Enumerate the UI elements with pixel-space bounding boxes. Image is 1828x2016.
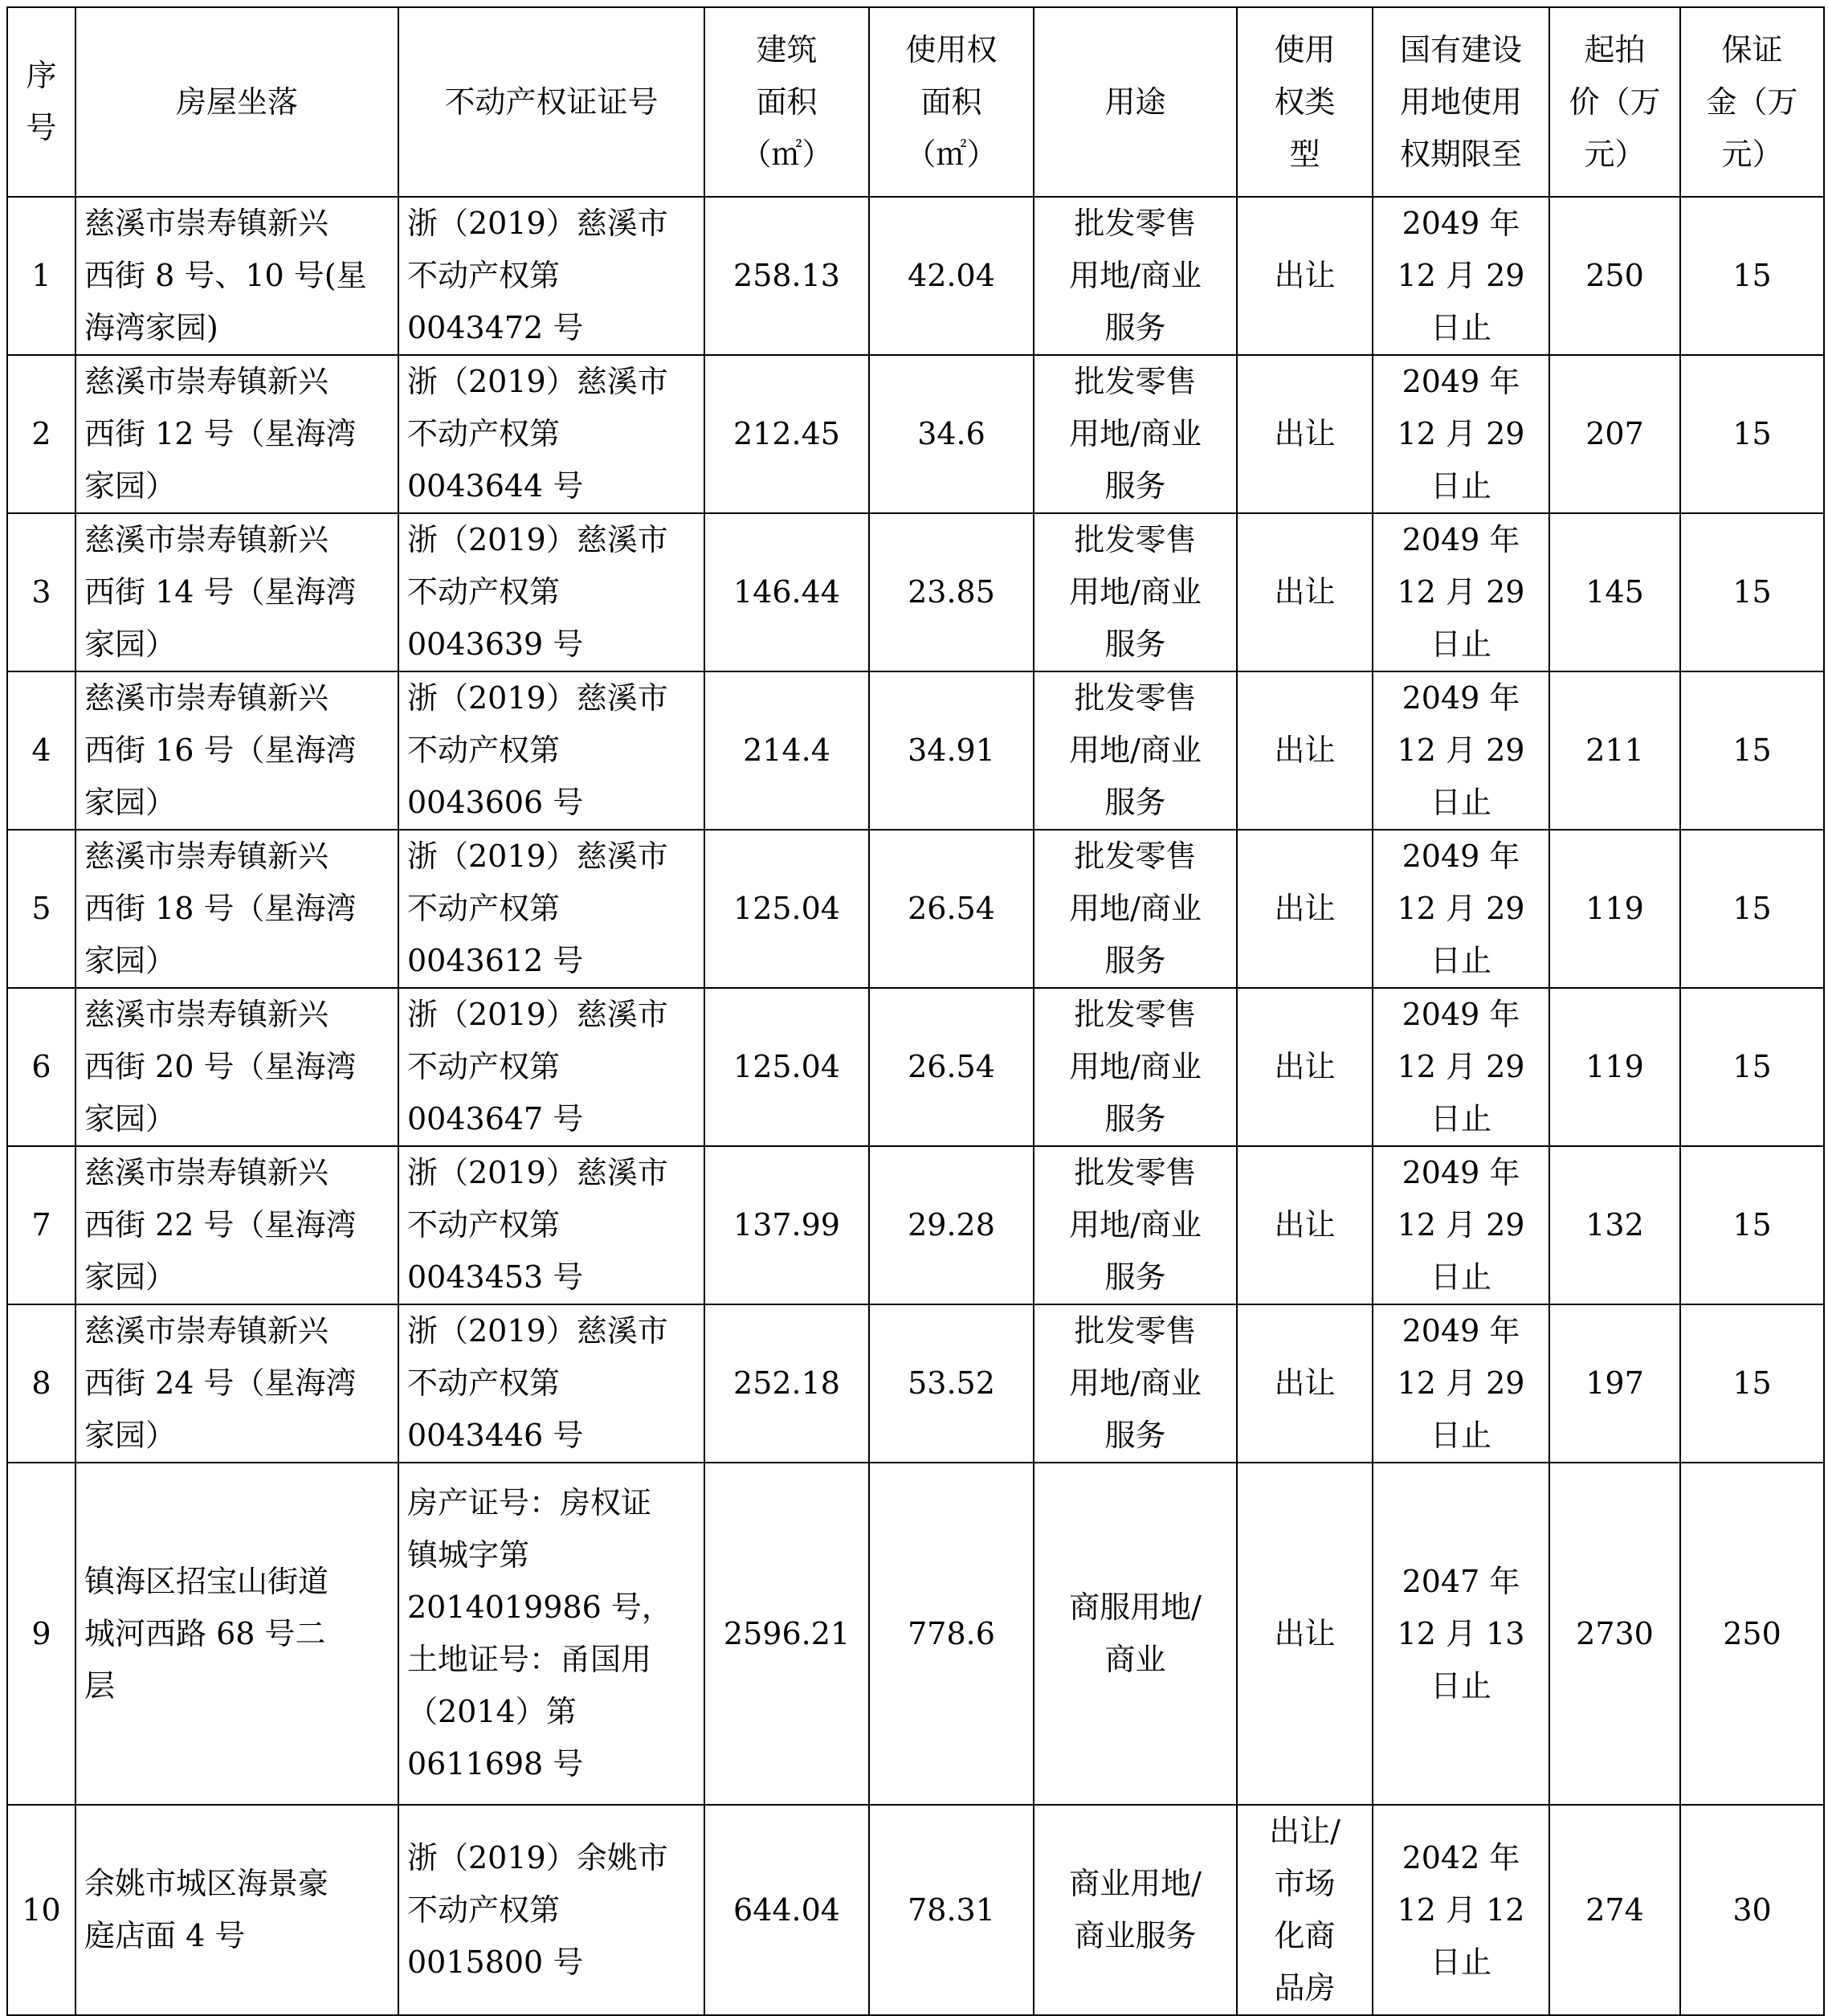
cell-purpose xyxy=(1034,355,1237,513)
header-start-price xyxy=(1549,7,1680,197)
cell-start-price: 132 xyxy=(1549,1146,1680,1304)
table-row xyxy=(7,1805,1824,2015)
text-line: 慈溪市崇寿镇新兴 xyxy=(84,997,329,1032)
text-line: 家园） xyxy=(84,943,177,978)
text-line: 0043644 号 xyxy=(407,468,584,504)
property-auction-table xyxy=(6,6,1825,2016)
cell-certificate xyxy=(398,1805,704,2015)
text-line: 不动产权第 xyxy=(407,733,561,768)
text-line: 镇海区招宝山街道 xyxy=(84,1563,329,1599)
text-line: 用地/商业 xyxy=(1069,416,1202,451)
text-line: 12 月 29 xyxy=(1397,1207,1525,1243)
cell-building-area: 2596.21 xyxy=(704,1463,869,1805)
text-line: 浙（2019）慈溪市 xyxy=(407,1155,668,1190)
text-line: 0043639 号 xyxy=(407,626,584,662)
cell-location xyxy=(75,513,398,671)
text-line: （㎡） xyxy=(905,136,998,172)
table-row xyxy=(7,197,1824,355)
cell-purpose xyxy=(1034,1463,1237,1805)
cell-term xyxy=(1373,671,1549,830)
text-line: 品房 xyxy=(1274,1970,1336,2006)
text-line: 不动产权第 xyxy=(407,1049,561,1084)
text-line: 12 月 29 xyxy=(1397,1049,1525,1084)
text-line: 2049 年 xyxy=(1402,522,1520,557)
cell-location xyxy=(75,1463,398,1805)
table-row xyxy=(7,671,1824,830)
cell-start-price: 119 xyxy=(1549,988,1680,1146)
text-line: 价（万 xyxy=(1569,84,1661,120)
cell-term xyxy=(1373,1805,1549,2015)
text-line: 家园） xyxy=(84,1101,177,1137)
table-row xyxy=(7,1463,1824,1805)
cell-use-right-area: 78.31 xyxy=(869,1805,1034,2015)
text-line: 12 月 12 xyxy=(1397,1892,1525,1928)
text-line: 12 月 29 xyxy=(1397,258,1525,293)
text-line: 服务 xyxy=(1104,468,1166,504)
text-line: 慈溪市崇寿镇新兴 xyxy=(84,522,329,557)
text-line: 日止 xyxy=(1430,1418,1491,1453)
text-line: 批发零售 xyxy=(1074,997,1197,1032)
text-line: 城河西路 68 号二 xyxy=(84,1615,326,1651)
cell-term xyxy=(1373,197,1549,355)
text-line: 0015800 号 xyxy=(407,1944,584,1980)
text-line: 商业用地/ xyxy=(1069,1866,1202,1901)
text-line: 0043612 号 xyxy=(407,943,584,978)
text-line: 批发零售 xyxy=(1074,680,1197,716)
text-line: 2049 年 xyxy=(1402,680,1520,716)
cell-deposit: 15 xyxy=(1680,988,1824,1146)
text-line: 西街 16 号（星海湾 xyxy=(84,733,357,768)
text-line: 用地/商业 xyxy=(1069,258,1202,293)
text-line: 镇城字第 xyxy=(407,1537,530,1573)
text-line: 不动产权第 xyxy=(407,416,561,451)
cell-start-price: 145 xyxy=(1549,513,1680,671)
cell-use-right-area: 42.04 xyxy=(869,197,1034,355)
cell-building-area: 252.18 xyxy=(704,1304,869,1463)
text-line: 型 xyxy=(1289,136,1320,172)
text-line: 日止 xyxy=(1430,1101,1491,1137)
cell-building-area: 212.45 xyxy=(704,355,869,513)
text-line: 权类 xyxy=(1274,84,1336,120)
cell-purpose xyxy=(1034,1805,1237,2015)
table-row xyxy=(7,355,1824,513)
table-body xyxy=(7,197,1824,2015)
text-line: 起拍 xyxy=(1584,31,1646,67)
text-line: 慈溪市崇寿镇新兴 xyxy=(84,1155,329,1190)
text-line: 用途 xyxy=(1104,84,1166,120)
text-line: 不动产权第 xyxy=(407,891,561,926)
cell-use-right-area: 34.91 xyxy=(869,671,1034,830)
text-line: 出让 xyxy=(1274,891,1336,926)
cell-start-price: 119 xyxy=(1549,830,1680,988)
cell-purpose xyxy=(1034,671,1237,830)
text-line: 2049 年 xyxy=(1402,1155,1520,1190)
text-line: 服务 xyxy=(1104,1101,1166,1137)
cell-right-type xyxy=(1237,1805,1373,2015)
text-line: 浙（2019）慈溪市 xyxy=(407,522,668,557)
cell-certificate xyxy=(398,1463,704,1805)
cell-term xyxy=(1373,830,1549,988)
table-row xyxy=(7,1146,1824,1304)
text-line: 面积 xyxy=(756,84,818,120)
text-line: 西街 20 号（星海湾 xyxy=(84,1049,357,1084)
text-line: 出让 xyxy=(1274,416,1336,451)
text-line: 海湾家园) xyxy=(84,310,218,345)
text-line: 浙（2019）余姚市 xyxy=(407,1839,668,1875)
cell-certificate xyxy=(398,1146,704,1304)
text-line: 浙（2019）慈溪市 xyxy=(407,997,668,1032)
text-line: 2049 年 xyxy=(1402,206,1520,241)
text-line: 批发零售 xyxy=(1074,1155,1197,1190)
text-line: 日止 xyxy=(1430,1944,1491,1980)
cell-use-right-area: 778.6 xyxy=(869,1463,1034,1805)
cell-building-area: 125.04 xyxy=(704,988,869,1146)
text-line: 12 月 29 xyxy=(1397,574,1525,610)
text-line: 出让 xyxy=(1274,1049,1336,1084)
cell-building-area: 137.99 xyxy=(704,1146,869,1304)
cell-right-type xyxy=(1237,1463,1373,1805)
text-line: 用地使用 xyxy=(1399,84,1522,120)
cell-seq: 2 xyxy=(7,355,75,513)
cell-deposit: 15 xyxy=(1680,197,1824,355)
text-line: 元） xyxy=(1584,136,1646,172)
text-line: 用地/商业 xyxy=(1069,1207,1202,1243)
text-line: 慈溪市崇寿镇新兴 xyxy=(84,1313,329,1349)
cell-deposit: 15 xyxy=(1680,1304,1824,1463)
text-line: 家园） xyxy=(84,785,177,820)
cell-certificate xyxy=(398,355,704,513)
text-line: 使用权 xyxy=(905,31,998,67)
text-line: 出让 xyxy=(1274,1365,1336,1401)
text-line: 日止 xyxy=(1430,626,1491,662)
text-line: 国有建设 xyxy=(1399,31,1522,67)
text-line: 12 月 13 xyxy=(1397,1615,1525,1651)
header-certificate xyxy=(398,7,704,197)
text-line: 12 月 29 xyxy=(1397,733,1525,768)
cell-right-type xyxy=(1237,1304,1373,1463)
text-line: 服务 xyxy=(1104,943,1166,978)
cell-use-right-area: 53.52 xyxy=(869,1304,1034,1463)
text-line: 不动产权第 xyxy=(407,1207,561,1243)
text-line: 使用 xyxy=(1274,31,1336,67)
text-line: 批发零售 xyxy=(1074,839,1197,874)
cell-location xyxy=(75,1805,398,2015)
text-line: 房屋坐落 xyxy=(175,84,298,120)
header-seq xyxy=(7,7,75,197)
cell-seq: 7 xyxy=(7,1146,75,1304)
table-row xyxy=(7,513,1824,671)
text-line: 用地/商业 xyxy=(1069,1365,1202,1401)
text-line: 批发零售 xyxy=(1074,364,1197,399)
text-line: 2014019986 号， xyxy=(407,1590,672,1625)
text-line: 家园） xyxy=(84,468,177,504)
cell-seq: 6 xyxy=(7,988,75,1146)
text-line: 不动产权证证号 xyxy=(444,84,659,120)
cell-purpose xyxy=(1034,1146,1237,1304)
text-line: 余姚市城区海景豪 xyxy=(84,1866,329,1901)
text-line: 号 xyxy=(26,110,57,145)
cell-purpose xyxy=(1034,830,1237,988)
text-line: 慈溪市崇寿镇新兴 xyxy=(84,839,329,874)
text-line: 12 月 29 xyxy=(1397,416,1525,451)
cell-location xyxy=(75,988,398,1146)
table-header-row xyxy=(7,7,1824,197)
text-line: 金（万 xyxy=(1706,84,1798,120)
cell-right-type xyxy=(1237,988,1373,1146)
text-line: 用地/商业 xyxy=(1069,574,1202,610)
cell-term xyxy=(1373,988,1549,1146)
text-line: 西街 14 号（星海湾 xyxy=(84,574,357,610)
text-line: 出让 xyxy=(1274,574,1336,610)
cell-purpose xyxy=(1034,197,1237,355)
cell-start-price: 211 xyxy=(1549,671,1680,830)
text-line: 日止 xyxy=(1430,943,1491,978)
cell-use-right-area: 29.28 xyxy=(869,1146,1034,1304)
cell-term xyxy=(1373,355,1549,513)
cell-deposit: 15 xyxy=(1680,513,1824,671)
cell-term xyxy=(1373,513,1549,671)
text-line: 浙（2019）慈溪市 xyxy=(407,1313,668,1349)
text-line: 序 xyxy=(26,58,57,93)
cell-deposit: 30 xyxy=(1680,1805,1824,2015)
cell-right-type xyxy=(1237,1146,1373,1304)
cell-right-type xyxy=(1237,830,1373,988)
cell-seq: 4 xyxy=(7,671,75,830)
text-line: 0043446 号 xyxy=(407,1418,584,1453)
text-line: 用地/商业 xyxy=(1069,733,1202,768)
text-line: 日止 xyxy=(1430,1259,1491,1295)
text-line: 房产证号：房权证 xyxy=(407,1485,652,1520)
cell-seq: 3 xyxy=(7,513,75,671)
text-line: 西街 22 号（星海湾 xyxy=(84,1207,357,1243)
header-deposit xyxy=(1680,7,1824,197)
text-line: 0043453 号 xyxy=(407,1259,584,1295)
text-line: 慈溪市崇寿镇新兴 xyxy=(84,680,329,716)
cell-certificate xyxy=(398,197,704,355)
cell-term xyxy=(1373,1463,1549,1805)
text-line: 西街 24 号（星海湾 xyxy=(84,1365,357,1401)
table-row xyxy=(7,830,1824,988)
text-line: 2049 年 xyxy=(1402,364,1520,399)
cell-certificate xyxy=(398,1304,704,1463)
cell-building-area: 125.04 xyxy=(704,830,869,988)
text-line: 西街 8 号、10 号(星 xyxy=(84,258,367,293)
cell-location xyxy=(75,355,398,513)
text-line: 保证 xyxy=(1721,31,1783,67)
text-line: 服务 xyxy=(1104,626,1166,662)
cell-certificate xyxy=(398,830,704,988)
header-location xyxy=(75,7,398,197)
text-line: 不动产权第 xyxy=(407,258,561,293)
text-line: 浙（2019）慈溪市 xyxy=(407,364,668,399)
cell-purpose xyxy=(1034,988,1237,1146)
text-line: 层 xyxy=(84,1667,116,1704)
cell-seq: 5 xyxy=(7,830,75,988)
cell-location xyxy=(75,1304,398,1463)
text-line: 0611698 号 xyxy=(407,1746,584,1781)
text-line: 慈溪市崇寿镇新兴 xyxy=(84,206,329,241)
text-line: 商业服务 xyxy=(1074,1918,1197,1953)
text-line: 面积 xyxy=(920,84,982,120)
cell-certificate xyxy=(398,988,704,1146)
cell-deposit: 15 xyxy=(1680,671,1824,830)
text-line: 日止 xyxy=(1430,785,1491,820)
text-line: 出让 xyxy=(1274,1207,1336,1243)
cell-certificate xyxy=(398,513,704,671)
cell-purpose xyxy=(1034,1304,1237,1463)
text-line: 建筑 xyxy=(756,31,818,67)
text-line: 2049 年 xyxy=(1402,839,1520,874)
table-row xyxy=(7,988,1824,1146)
text-line: 不动产权第 xyxy=(407,574,561,610)
cell-right-type xyxy=(1237,513,1373,671)
text-line: 日止 xyxy=(1430,1667,1491,1704)
cell-deposit: 15 xyxy=(1680,1146,1824,1304)
header-purpose xyxy=(1034,7,1237,197)
header-building-area xyxy=(704,7,869,197)
cell-start-price: 207 xyxy=(1549,355,1680,513)
cell-right-type xyxy=(1237,355,1373,513)
cell-term xyxy=(1373,1304,1549,1463)
text-line: 出让 xyxy=(1274,258,1336,293)
text-line: 服务 xyxy=(1104,1259,1166,1295)
cell-use-right-area: 23.85 xyxy=(869,513,1034,671)
cell-deposit: 250 xyxy=(1680,1463,1824,1805)
text-line: 慈溪市崇寿镇新兴 xyxy=(84,364,329,399)
text-line: 用地/商业 xyxy=(1069,1049,1202,1084)
text-line: 出让 xyxy=(1274,733,1336,768)
text-line: 服务 xyxy=(1104,1418,1166,1453)
cell-right-type xyxy=(1237,671,1373,830)
text-line: 出让 xyxy=(1274,1615,1336,1651)
cell-seq: 1 xyxy=(7,197,75,355)
text-line: 庭店面 4 号 xyxy=(84,1918,246,1953)
text-line: 服务 xyxy=(1104,310,1166,345)
text-line: 日止 xyxy=(1430,468,1491,504)
header-term xyxy=(1373,7,1549,197)
text-line: 商服用地/ xyxy=(1069,1590,1202,1625)
cell-use-right-area: 26.54 xyxy=(869,988,1034,1146)
cell-use-right-area: 34.6 xyxy=(869,355,1034,513)
text-line: 2049 年 xyxy=(1402,1313,1520,1349)
text-line: 元） xyxy=(1721,136,1783,172)
text-line: 12 月 29 xyxy=(1397,891,1525,926)
text-line: 12 月 29 xyxy=(1397,1365,1525,1401)
text-line: 批发零售 xyxy=(1074,522,1197,557)
text-line: 不动产权第 xyxy=(407,1365,561,1401)
cell-seq: 9 xyxy=(7,1463,75,1805)
text-line: 2049 年 xyxy=(1402,997,1520,1032)
text-line: 浙（2019）慈溪市 xyxy=(407,206,668,241)
cell-deposit: 15 xyxy=(1680,830,1824,988)
cell-start-price: 197 xyxy=(1549,1304,1680,1463)
cell-building-area: 258.13 xyxy=(704,197,869,355)
text-line: 0043647 号 xyxy=(407,1101,584,1137)
text-line: 家园） xyxy=(84,1259,177,1295)
text-line: 服务 xyxy=(1104,785,1166,820)
text-line: 商业 xyxy=(1104,1642,1166,1677)
text-line: 西街 18 号（星海湾 xyxy=(84,891,357,926)
text-line: （㎡） xyxy=(741,136,833,172)
cell-deposit: 15 xyxy=(1680,355,1824,513)
cell-start-price: 274 xyxy=(1549,1805,1680,2015)
cell-building-area: 146.44 xyxy=(704,513,869,671)
header-use-right-area xyxy=(869,7,1034,197)
cell-seq: 10 xyxy=(7,1805,75,2015)
text-line: 日止 xyxy=(1430,310,1491,345)
cell-building-area: 214.4 xyxy=(704,671,869,830)
cell-location xyxy=(75,197,398,355)
text-line: 家园） xyxy=(84,1418,177,1453)
text-line: 土地证号：甬国用 xyxy=(407,1642,652,1677)
text-line: 西街 12 号（星海湾 xyxy=(84,416,357,451)
text-line: （2014）第 xyxy=(407,1694,577,1729)
cell-certificate xyxy=(398,671,704,830)
cell-purpose xyxy=(1034,513,1237,671)
text-line: 市场 xyxy=(1274,1866,1336,1901)
table-row xyxy=(7,1304,1824,1463)
header-right-type xyxy=(1237,7,1373,197)
text-line: 化商 xyxy=(1274,1918,1336,1953)
text-line: 2047 年 xyxy=(1402,1563,1520,1599)
text-line: 家园） xyxy=(84,626,177,662)
text-line: 批发零售 xyxy=(1074,1313,1197,1349)
cell-location xyxy=(75,671,398,830)
text-line: 浙（2019）慈溪市 xyxy=(407,839,668,874)
text-line: 批发零售 xyxy=(1074,206,1197,241)
cell-right-type xyxy=(1237,197,1373,355)
cell-term xyxy=(1373,1146,1549,1304)
text-line: 0043472 号 xyxy=(407,310,584,345)
text-line: 出让/ xyxy=(1269,1814,1340,1849)
text-line: 0043606 号 xyxy=(407,785,584,820)
text-line: 用地/商业 xyxy=(1069,891,1202,926)
text-line: 2042 年 xyxy=(1402,1839,1520,1875)
cell-use-right-area: 26.54 xyxy=(869,830,1034,988)
text-line: 浙（2019）慈溪市 xyxy=(407,680,668,716)
text-line: 不动产权第 xyxy=(407,1892,561,1928)
cell-location xyxy=(75,830,398,988)
text-line: 权期限至 xyxy=(1399,136,1522,172)
cell-building-area: 644.04 xyxy=(704,1805,869,2015)
cell-start-price: 2730 xyxy=(1549,1463,1680,1805)
cell-seq: 8 xyxy=(7,1304,75,1463)
cell-location xyxy=(75,1146,398,1304)
cell-start-price: 250 xyxy=(1549,197,1680,355)
